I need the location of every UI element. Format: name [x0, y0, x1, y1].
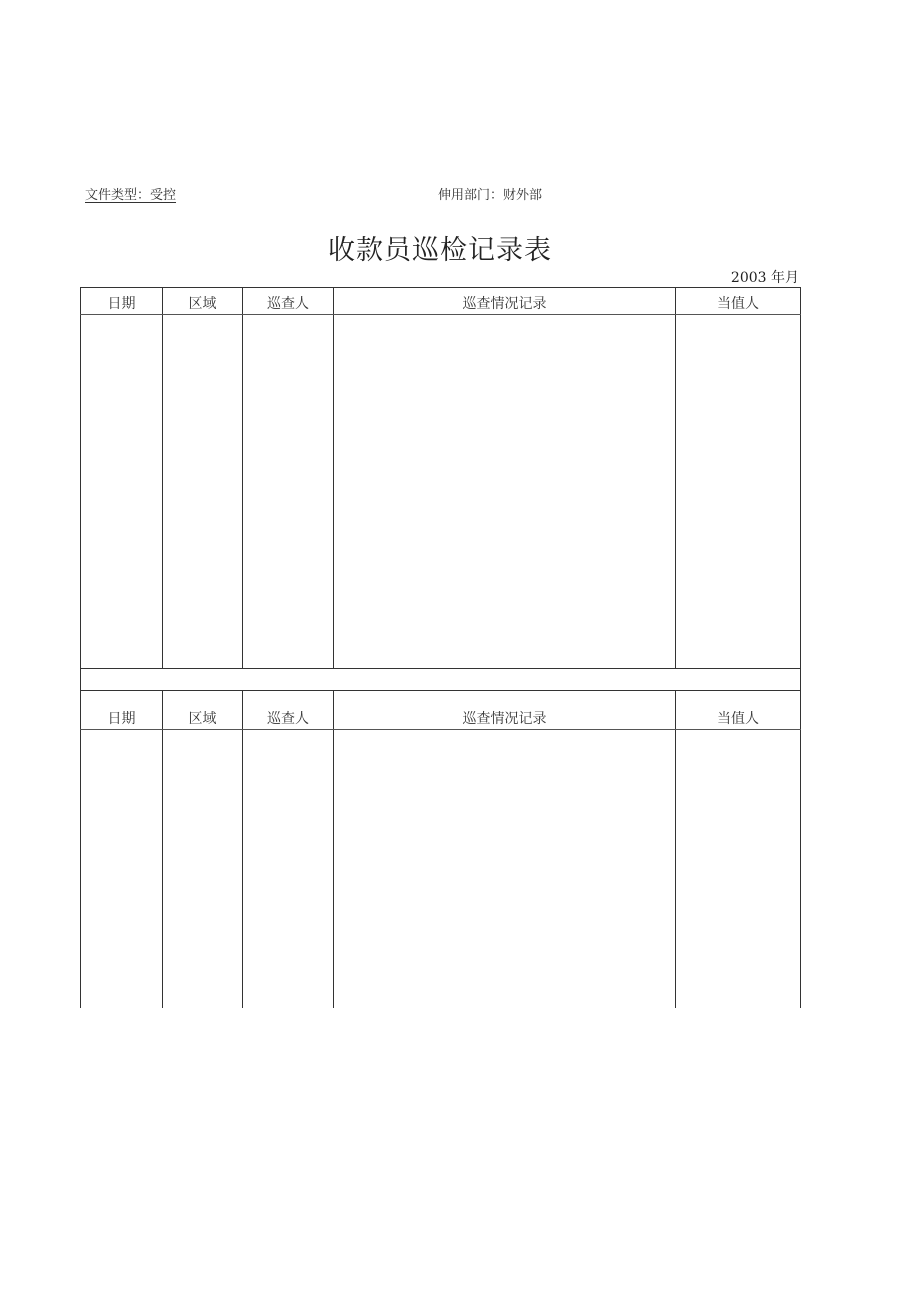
on-duty-cell[interactable] — [676, 315, 801, 669]
inspector-cell[interactable] — [243, 315, 334, 669]
column-header-inspector-2: 巡查人 — [243, 691, 334, 730]
column-header-record: 巡查情况记录 — [334, 288, 676, 315]
separator-row — [81, 669, 801, 691]
page-title: 收款员巡检记录表 — [328, 235, 552, 266]
inspection-record-table — [80, 287, 801, 1008]
table-row — [81, 730, 801, 1009]
record-cell[interactable] — [334, 315, 676, 669]
on-duty-cell[interactable] — [676, 730, 801, 1009]
column-header-date-2: 日期 — [81, 691, 163, 730]
column-header-area-2: 区域 — [163, 691, 243, 730]
department-label: 伸用部门：财外部 — [438, 188, 543, 203]
area-cell[interactable] — [163, 315, 243, 669]
year-month-label: 2003 年月 — [730, 270, 799, 286]
inspector-cell[interactable] — [243, 730, 334, 1009]
table-row — [81, 315, 801, 669]
record-cell[interactable] — [334, 730, 676, 1009]
date-cell[interactable] — [81, 315, 163, 669]
column-header-on-duty: 当值人 — [676, 288, 801, 315]
table-header-row-2 — [81, 691, 801, 730]
column-header-date: 日期 — [81, 288, 163, 315]
column-header-on-duty-2: 当值人 — [676, 691, 801, 730]
date-cell[interactable] — [81, 730, 163, 1009]
table-header-row — [81, 288, 801, 315]
column-header-record-2: 巡查情况记录 — [334, 691, 676, 730]
column-header-area: 区域 — [163, 288, 243, 315]
separator-cell — [81, 669, 801, 691]
column-header-inspector: 巡查人 — [243, 288, 334, 315]
area-cell[interactable] — [163, 730, 243, 1009]
document-type-label: 文件类型：受控 — [85, 188, 177, 203]
